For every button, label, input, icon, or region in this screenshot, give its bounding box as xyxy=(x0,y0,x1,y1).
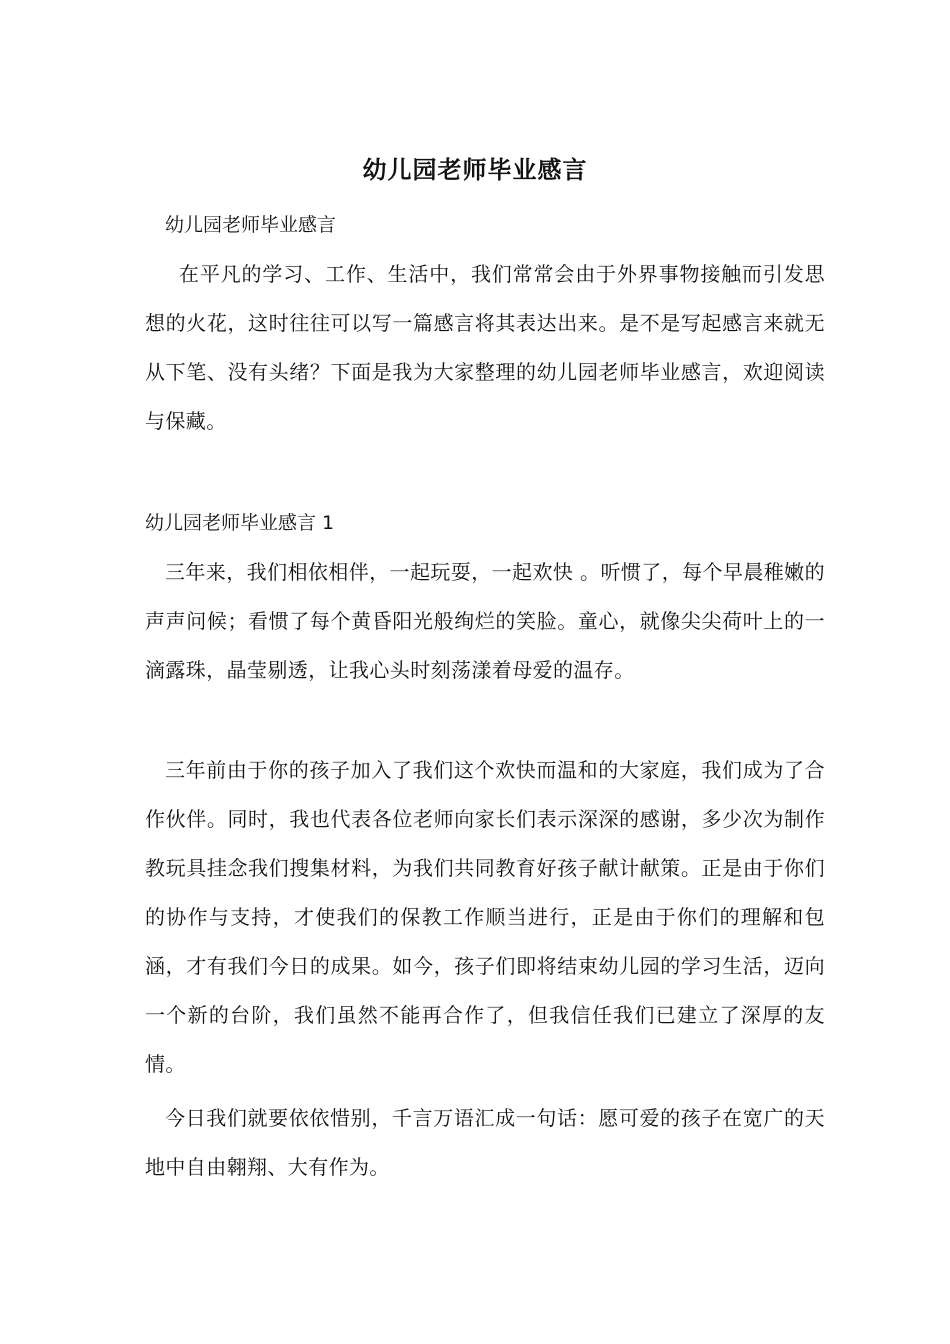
intro-paragraph: 在平凡的学习、工作、生活中，我们常常会由于外界事物接触而引发思想的火花，这时往往可以写一篇感言将其表达出来。是不是写起感言来就无从下笔、没有头绪？下面是我为大家整理的幼儿园老师毕业感言，欢迎阅读与保藏。 xyxy=(145,262,825,433)
section-heading: 幼儿园老师毕业感言 1 xyxy=(145,512,335,534)
body-paragraph: 今日我们就要依依惜别，千言万语汇成一句话：愿可爱的孩子在宽广的天地中自由翱翔、大有作为。 xyxy=(145,1106,825,1179)
body-paragraph: 三年来，我们相依相伴，一起玩耍，一起欢快 。听惯了，每个早晨稚嫩的声声问候；看惯了每个黄昏阳光般绚烂的笑脸。童心，就像尖尖荷叶上的一滴露珠，晶莹剔透，让我心头时刻荡漾着母爱的温存。 xyxy=(145,560,825,682)
document-title: 幼儿园老师毕业感言 xyxy=(362,156,588,184)
body-paragraph: 三年前由于你的孩子加入了我们这个欢快而温和的大家庭，我们成为了合作伙伴。同时，我也代表各位老师向家长们表示深深的感谢，多少次为制作教玩具挂念我们搜集材料，为我们共同教育好孩子献计献策。正是由于你们的协作与支持，才使我们的保教工作顺当进行，正是由于你们的理解和包涵，才有我们今日的成果。如今，孩子们即将结束幼儿园的学习生活，迈向一个新的台阶，我们虽然不能再合作了，但我信任我们已建立了深厚的友情。 xyxy=(145,758,825,1076)
document-subtitle: 幼儿园老师毕业感言 xyxy=(165,214,337,236)
